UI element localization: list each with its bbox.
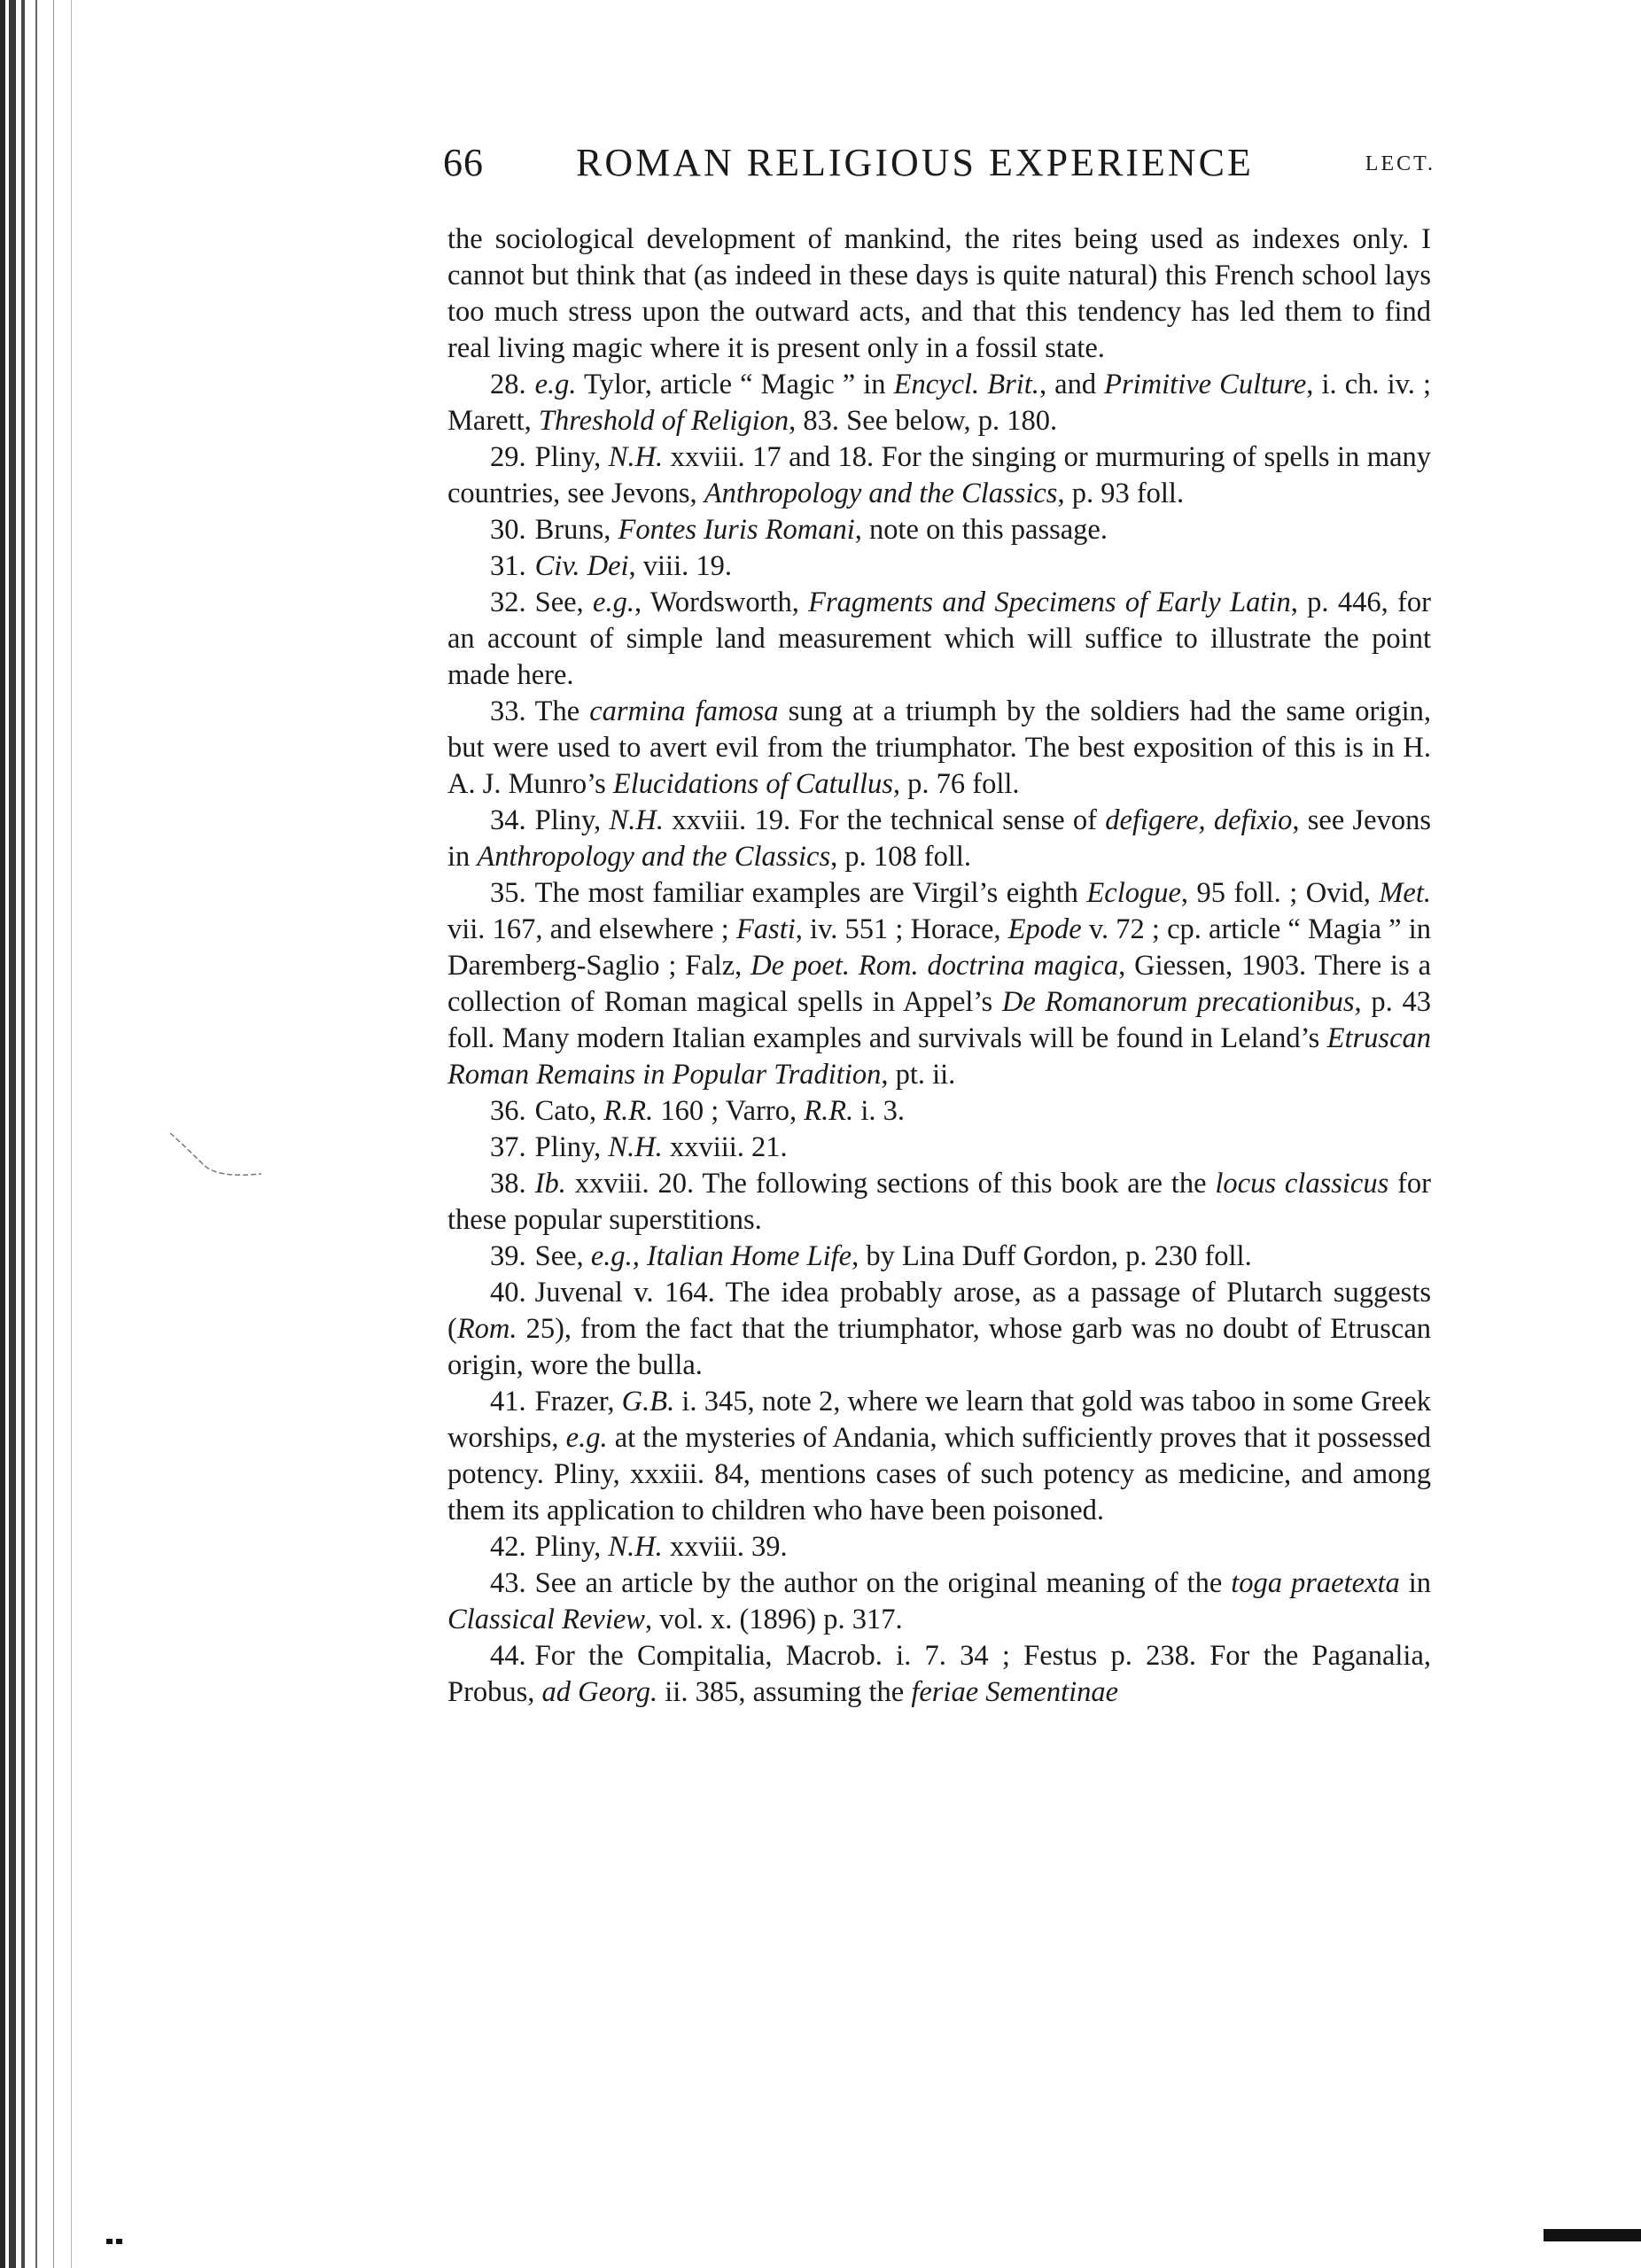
endnote-text: xxviii. 39. xyxy=(662,1531,788,1563)
endnote-text: , note on this passage. xyxy=(854,514,1108,546)
endnote-number: 31. xyxy=(490,550,526,582)
endnote-number: 28. xyxy=(490,369,526,400)
endnote-italic-text: De poet. Rom. doctrina magica xyxy=(751,950,1119,982)
endnote-italic-text: e.g. xyxy=(565,1422,608,1454)
endnote-text: vii. 167, and elsewhere ; xyxy=(447,913,736,945)
endnote-text: , 83. See below, p. 180. xyxy=(789,405,1058,437)
endnote-text: 160 ; Varro, xyxy=(653,1095,805,1127)
endnote-item xyxy=(447,585,1431,694)
endnote-text: Pliny, xyxy=(534,804,610,836)
endnote-italic-text: Classical Review xyxy=(447,1604,645,1635)
endnote-text: See, xyxy=(534,1240,591,1272)
endnote-text: , pt. ii. xyxy=(881,1059,956,1091)
page-header xyxy=(443,140,1435,193)
running-title: ROMAN RELIGIOUS EXPERIENCE xyxy=(576,141,1254,184)
endnote-item xyxy=(447,875,1431,1093)
endnote-italic-text: N.H. xyxy=(608,1531,663,1563)
endnote-text: v. 72 ; cp. article “ Magia ” in Daremberg-Saglio ; Falz, xyxy=(447,913,1432,982)
endnote-italic-text: R.R. xyxy=(804,1095,854,1127)
endnote-item xyxy=(447,1093,1431,1130)
continuation-paragraph: the sociological development of mankind, the rites being used as indexes only. I cannot but think that (as indeed in these days is quite natural) this French school lays too much stress upon the outward acts, and that this tendency has led them to find real living magic where it is present only in a fossil state. xyxy=(447,223,1431,364)
endnote-number: 32. xyxy=(490,586,526,618)
endnote-item xyxy=(447,439,1431,512)
endnote-italic-text: e.g. xyxy=(593,586,634,618)
endnote-text: i. 345, note 2, where we learn that gold was taboo in some Greek worships, xyxy=(447,1386,1431,1454)
endnote-text: , p. 108 foll. xyxy=(830,841,972,873)
endnote-text: , i. ch. iv. ; Marett, xyxy=(447,369,1432,437)
endnote-text: , Giessen, 1903. There is a collection of Roman magical spells in Appel’s xyxy=(447,950,1432,1018)
page-number: 66 xyxy=(443,141,484,184)
endnote-text: , see Jevons in xyxy=(447,804,1431,873)
scan-edge-mark xyxy=(1544,2229,1641,2241)
endnote-text: , p. 93 foll. xyxy=(1057,478,1185,509)
endnote-number: 37. xyxy=(490,1131,526,1163)
endnote-italic-text: defigere, defixio xyxy=(1105,804,1293,836)
endnote-number: 30. xyxy=(490,514,526,546)
margin-pencil-mark xyxy=(168,1130,266,1183)
endnote-text: Pliny, xyxy=(534,1131,609,1163)
endnote-text: , vol. x. (1896) p. 317. xyxy=(644,1604,903,1635)
endnote-italic-text: Anthropology and the Classics xyxy=(477,841,831,873)
endnote-text: i. 3. xyxy=(853,1095,905,1127)
endnote-item xyxy=(447,1565,1431,1638)
endnote-italic-text: Threshold of Religion xyxy=(538,405,789,437)
endnote-text: , p. 43 foll. Many modern Italian examples and survivals will be found in Leland’s xyxy=(447,986,1431,1054)
endnote-number: 29. xyxy=(490,441,526,473)
endnote-text: , by Lina Duff Gordon, p. 230 foll. xyxy=(852,1240,1252,1272)
endnote-italic-text: Elucidations of Catullus xyxy=(612,768,893,800)
endnote-text: ii. 385, assuming the xyxy=(657,1676,912,1708)
page-body xyxy=(447,221,1431,1711)
endnote-number: 34. xyxy=(490,804,526,836)
endnote-number: 42. xyxy=(490,1531,526,1563)
endnote-italic-text: Primitive Culture xyxy=(1104,369,1307,400)
endnote-item xyxy=(447,803,1431,875)
endnote-item xyxy=(447,694,1431,803)
endnote-italic-text: Rom. xyxy=(456,1313,517,1345)
endnote-text: at the mysteries of Andania, which sufficiently proves that it possessed potency. Pliny, xxxiii. 84, mentions cases of such potency as medicine, and among them its application to children who have been poisoned. xyxy=(447,1422,1431,1526)
endnote-italic-text: Ib. xyxy=(534,1168,566,1200)
endnote-text: Tylor, article “ Magic ” in xyxy=(576,369,894,400)
footer-marks xyxy=(106,2233,124,2249)
endnote-text: For the Compitalia, Macrob. i. 7. 34 ; Festus p. 238. For the Paganalia, Probus, xyxy=(447,1640,1431,1708)
endnote-text: , Wordsworth, xyxy=(634,586,809,618)
section-abbrev: LECT. xyxy=(1365,152,1435,175)
endnote-italic-text: Fontes Iuris Romani xyxy=(618,514,855,546)
endnote-text: sung at a triumph by the soldiers had the same origin, but were used to avert evil from the triumphator. The best exposition of this is in H. A. J. Munro’s xyxy=(447,695,1431,800)
endnote-italic-text: R.R. xyxy=(603,1095,654,1127)
endnote-text: for these popular superstitions. xyxy=(447,1168,1431,1236)
endnote-text: , iv. 551 ; Horace, xyxy=(795,913,1008,945)
endnotes-list xyxy=(447,367,1431,1711)
endnote-text: , p. 446, for an account of simple land measurement which will suffice to illustrate the point made here. xyxy=(447,586,1431,691)
endnote-item xyxy=(447,1638,1431,1711)
endnote-italic-text: Fasti xyxy=(735,913,796,945)
endnote-item xyxy=(447,512,1431,548)
endnote-item xyxy=(447,1529,1431,1565)
endnote-text: Cato, xyxy=(534,1095,604,1127)
endnote-item xyxy=(447,1275,1431,1384)
endnote-number: 41. xyxy=(490,1386,526,1418)
endnote-italic-text: Etruscan Roman Remains in Popular Tradition xyxy=(447,1022,1431,1091)
endnote-text: See, xyxy=(534,586,594,618)
endnote-number: 35. xyxy=(490,877,526,909)
endnote-italic-text: toga praetexta xyxy=(1231,1567,1400,1599)
endnote-italic-text: e.g., Italian Home Life xyxy=(590,1240,852,1272)
endnote-italic-text: De Romanorum precationibus xyxy=(1001,986,1355,1018)
endnote-text: 25), from the fact that the triumphator, whose garb was no doubt of Etruscan origin, wore the bulla. xyxy=(447,1313,1431,1381)
endnote-item xyxy=(447,1130,1431,1166)
endnote-text: Bruns, xyxy=(534,514,618,546)
endnote-number: 36. xyxy=(490,1095,526,1127)
endnote-item xyxy=(447,1166,1431,1239)
endnote-text: , and xyxy=(1038,369,1105,400)
endnote-number: 38. xyxy=(490,1168,526,1200)
endnote-italic-text: Epode xyxy=(1007,913,1082,945)
endnote-item xyxy=(447,548,1431,585)
endnote-item xyxy=(447,1239,1431,1275)
endnote-text: The most familiar examples are Virgil’s eighth xyxy=(534,877,1087,909)
endnote-item xyxy=(447,367,1431,439)
endnote-italic-text: Met. xyxy=(1379,877,1432,909)
endnote-italic-text: Civ. Dei xyxy=(534,550,629,582)
endnote-number: 44. xyxy=(490,1640,526,1672)
endnote-text: Pliny, xyxy=(534,441,609,473)
endnote-text: Juvenal v. 164. The idea probably arose, as a passage of Plutarch suggests ( xyxy=(447,1277,1431,1345)
endnote-italic-text: N.H. xyxy=(608,1131,663,1163)
endnote-italic-text: G.B. xyxy=(621,1386,675,1418)
endnote-italic-text: Anthropology and the Classics xyxy=(704,478,1058,509)
endnote-number: 39. xyxy=(490,1240,526,1272)
endnote-italic-text: carmina famosa xyxy=(589,695,779,727)
endnote-text: xxviii. 17 and 18. For the singing or murmuring of spells in many countries, see Jevons, xyxy=(447,441,1431,509)
endnote-italic-text: e.g. xyxy=(534,369,577,400)
endnote-text: , viii. 19. xyxy=(628,550,732,582)
endnote-italic-text: Eclogue xyxy=(1086,877,1181,909)
endnote-italic-text: N.H. xyxy=(608,441,664,473)
endnote-italic-text: locus classicus xyxy=(1215,1168,1389,1200)
endnote-item xyxy=(447,1384,1431,1529)
binding-gutter xyxy=(0,0,84,2268)
endnote-number: 33. xyxy=(490,695,526,727)
endnote-italic-text: N.H. xyxy=(609,804,664,836)
endnote-text: xxviii. 20. The following sections of this book are the xyxy=(565,1168,1216,1200)
endnote-text: The xyxy=(534,695,590,727)
endnote-text: xxviii. 19. For the technical sense of xyxy=(663,804,1106,836)
endnote-number: 40. xyxy=(490,1277,526,1309)
endnote-text: in xyxy=(1399,1567,1431,1599)
endnote-text: Frazer, xyxy=(534,1386,622,1418)
endnote-number: 43. xyxy=(490,1567,526,1599)
endnote-text: , 95 foll. ; Ovid, xyxy=(1180,877,1380,909)
endnote-text: Pliny, xyxy=(534,1531,609,1563)
endnote-italic-text: Encycl. Brit. xyxy=(893,369,1039,400)
endnote-italic-text: ad Georg. xyxy=(541,1676,658,1708)
scan-mark-icon xyxy=(106,2237,124,2246)
endnote-text: See an article by the author on the original meaning of the xyxy=(534,1567,1232,1599)
endnote-italic-text: Fragments and Specimens of Early Latin xyxy=(808,586,1291,618)
endnote-italic-text: feriae Sementinae xyxy=(911,1676,1119,1708)
endnote-text: , p. 76 foll. xyxy=(892,768,1020,800)
endnote-text: xxviii. 21. xyxy=(662,1131,788,1163)
